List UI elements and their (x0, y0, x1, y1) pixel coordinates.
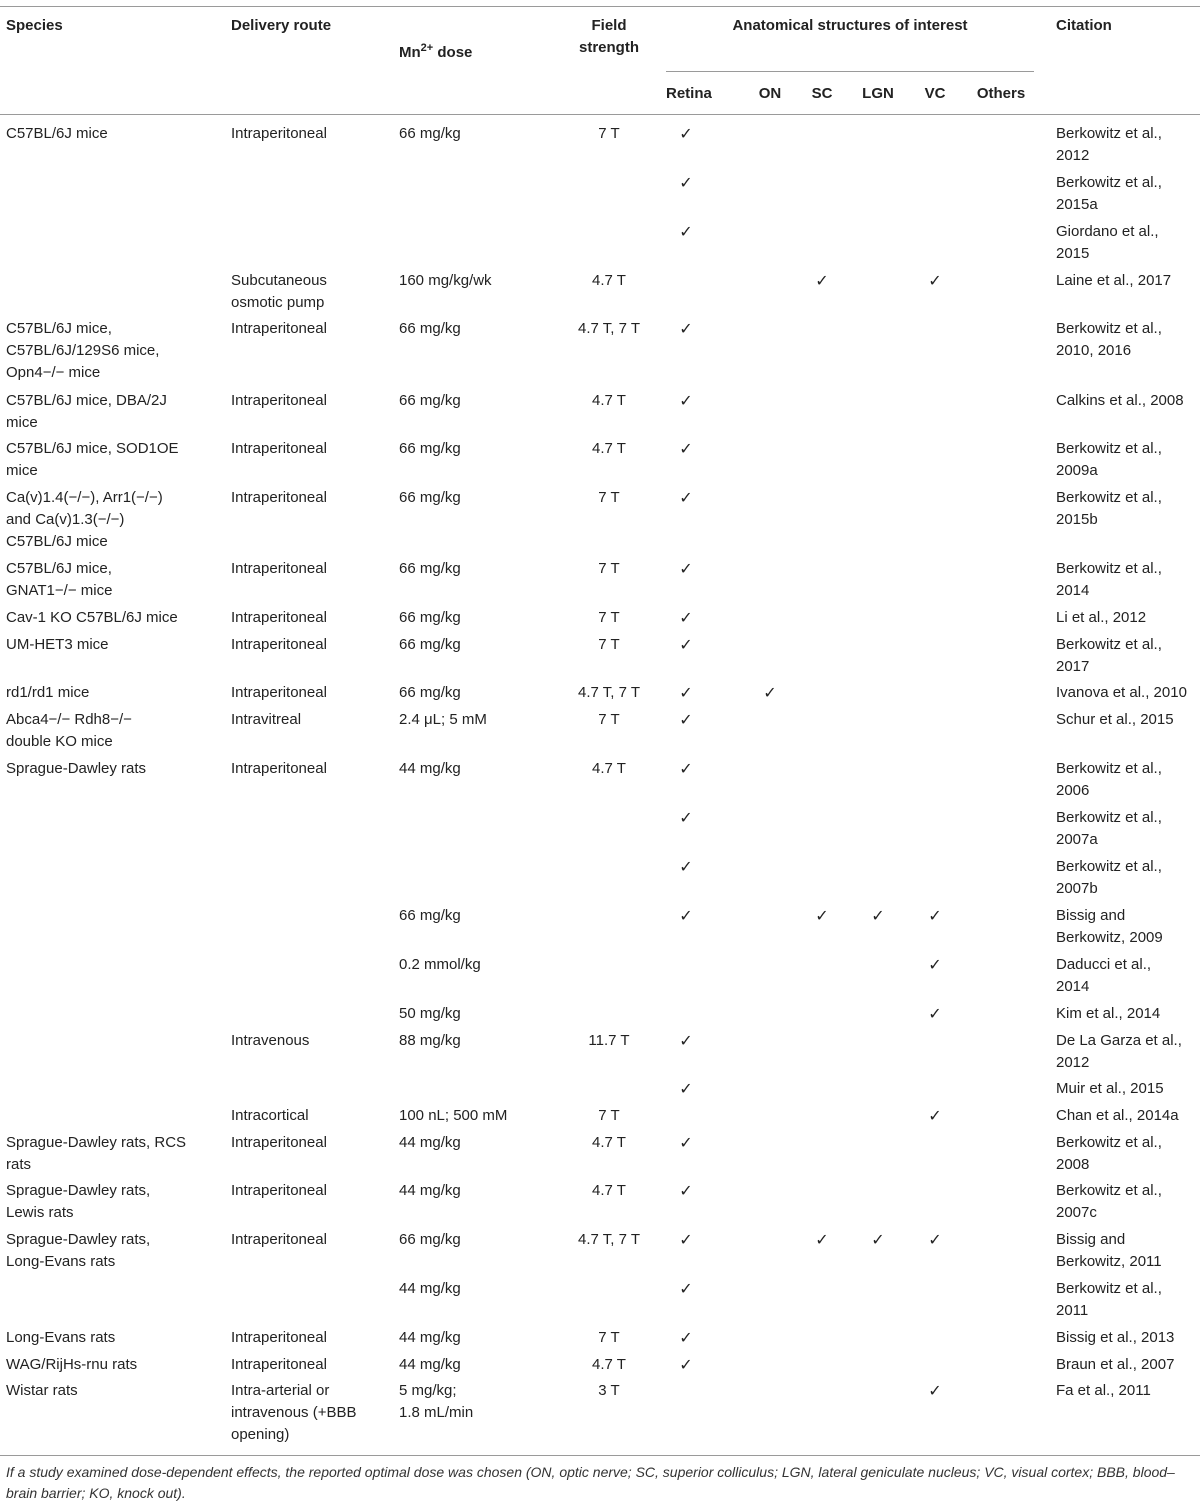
bottom-rule (0, 1455, 1200, 1456)
cell-route: Intraperitoneal (231, 320, 327, 337)
check-retina-icon: ✓ (679, 439, 693, 458)
cell-route: Intraperitoneal (231, 1356, 327, 1373)
check-retina-icon: ✓ (679, 857, 693, 876)
top-rule (0, 6, 1200, 7)
cell-species: Long-Evans rats (6, 1329, 116, 1346)
cell-dose: 44 mg/kg (399, 1182, 461, 1199)
check-retina-icon: ✓ (679, 1133, 693, 1152)
cell-species: Abca4−/− Rdh8−/− double KO mice (6, 711, 132, 750)
cell-dose: 66 mg/kg (399, 392, 461, 409)
cell-route: Intraperitoneal (231, 489, 327, 506)
cell-citation: Berkowitz et al., 2015a (1056, 174, 1162, 213)
cell-dose: 66 mg/kg (399, 320, 461, 337)
check-sc-icon: ✓ (815, 906, 829, 925)
cell-dose: 66 mg/kg (399, 609, 461, 626)
cell-citation: De La Garza et al., 2012 (1056, 1032, 1182, 1071)
check-retina-icon: ✓ (679, 559, 693, 578)
cell-citation: Berkowitz et al., 2011 (1056, 1280, 1162, 1319)
check-sc-icon: ✓ (815, 1230, 829, 1249)
cell-field: 4.7 T (592, 1182, 626, 1199)
cell-citation: Berkowitz et al., 2007c (1056, 1182, 1162, 1221)
cell-field: 4.7 T (592, 760, 626, 777)
cell-route: Intraperitoneal (231, 1329, 327, 1346)
cell-citation: Berkowitz et al., 2007b (1056, 858, 1162, 897)
check-retina-icon: ✓ (679, 759, 693, 778)
cell-dose: 50 mg/kg (399, 1005, 461, 1022)
cell-field: 11.7 T (588, 1032, 630, 1049)
check-retina-icon: ✓ (679, 124, 693, 143)
cell-species: UM-HET3 mice (6, 636, 109, 653)
cell-citation: Calkins et al., 2008 (1056, 392, 1184, 409)
check-vc-icon: ✓ (928, 1230, 942, 1249)
cell-route: Intraperitoneal (231, 125, 327, 142)
cell-dose: 5 mg/kg; 1.8 mL/min (399, 1382, 474, 1421)
check-retina-icon: ✓ (679, 1079, 693, 1098)
cell-dose: 66 mg/kg (399, 489, 461, 506)
cell-citation: Berkowitz et al., 2015b (1056, 489, 1162, 528)
cell-citation: Bissig and Berkowitz, 2011 (1056, 1231, 1162, 1270)
cell-citation: Li et al., 2012 (1056, 609, 1147, 626)
check-retina-icon: ✓ (679, 391, 693, 410)
cell-route: Intra-arterial or intravenous (+BBB opening) (231, 1382, 357, 1443)
check-retina-icon: ✓ (679, 173, 693, 192)
cell-citation: Daducci et al., 2014 (1056, 956, 1152, 995)
cell-species: Wistar rats (6, 1382, 78, 1399)
cell-field: 7 T (598, 560, 620, 577)
check-vc-icon: ✓ (928, 1106, 942, 1125)
cell-citation: Berkowitz et al., 2007a (1056, 809, 1162, 848)
cell-dose: 88 mg/kg (399, 1032, 461, 1049)
cell-citation: Giordano et al., 2015 (1056, 223, 1159, 262)
cell-citation: Ivanova et al., 2010 (1056, 684, 1187, 701)
cell-field: 7 T (598, 1329, 620, 1346)
check-retina-icon: ✓ (679, 1181, 693, 1200)
header-mn-dose (399, 15, 549, 64)
cell-dose: 66 mg/kg (399, 907, 461, 924)
check-lgn-icon: ✓ (871, 906, 885, 925)
subheader-others: Others (976, 85, 1026, 102)
subheader-on: ON (758, 85, 782, 102)
cell-species: WAG/RijHs-rnu rats (6, 1356, 138, 1373)
cell-field: 4.7 T, 7 T (578, 320, 640, 337)
check-retina-icon: ✓ (679, 608, 693, 627)
check-retina-icon: ✓ (679, 1230, 693, 1249)
cell-citation: Berkowitz et al., 2017 (1056, 636, 1162, 675)
cell-citation: Bissig and Berkowitz, 2009 (1056, 907, 1163, 946)
cell-species: C57BL/6J mice, GNAT1−/− mice (6, 560, 113, 599)
cell-field: 7 T (598, 711, 620, 728)
cell-dose: 66 mg/kg (399, 125, 461, 142)
cell-field: 7 T (598, 636, 620, 653)
cell-dose: 0.2 mmol/kg (399, 956, 481, 973)
cell-route: Intravitreal (231, 711, 302, 728)
check-retina-icon: ✓ (679, 488, 693, 507)
cell-route: Intraperitoneal (231, 392, 327, 409)
cell-citation: Bissig et al., 2013 (1056, 1329, 1175, 1346)
cell-route: Intraperitoneal (231, 636, 327, 653)
cell-citation: Fa et al., 2011 (1056, 1382, 1151, 1399)
cell-field: 4.7 T (592, 1356, 626, 1373)
cell-dose: 66 mg/kg (399, 1231, 461, 1248)
cell-route: Intraperitoneal (231, 1231, 327, 1248)
cell-field: 3 T (598, 1382, 620, 1399)
subheader-sc: SC (811, 85, 833, 102)
cell-field: 4.7 T, 7 T (578, 684, 640, 701)
cell-species: Sprague-Dawley rats (6, 760, 147, 777)
cell-species: C57BL/6J mice, DBA/2J mice (6, 392, 167, 431)
cell-field: 7 T (598, 125, 620, 142)
cell-dose: 44 mg/kg (399, 760, 461, 777)
cell-species: Sprague-Dawley rats, RCS rats (6, 1134, 187, 1173)
header-bottom-rule (0, 114, 1200, 115)
cell-citation: Braun et al., 2007 (1056, 1356, 1175, 1373)
cell-species: Ca(v)1.4(−/−), Arr1(−/−) and Ca(v)1.3(−/−) C57BL/6J mice (6, 489, 163, 550)
subheader-retina: Retina (666, 85, 712, 102)
check-vc-icon: ✓ (928, 955, 942, 974)
cell-field: 4.7 T (592, 440, 626, 457)
cell-route: Intraperitoneal (231, 440, 327, 457)
cell-citation: Kim et al., 2014 (1056, 1005, 1161, 1022)
cell-dose: 66 mg/kg (399, 684, 461, 701)
cell-field: 4.7 T (592, 392, 626, 409)
cell-citation: Berkowitz et al., 2012 (1056, 125, 1162, 164)
check-retina-icon: ✓ (679, 1328, 693, 1347)
cell-route: Intracortical (231, 1107, 309, 1124)
check-on-icon: ✓ (763, 683, 777, 702)
cell-dose: 160 mg/kg/wk (399, 272, 492, 289)
cell-citation: Berkowitz et al., 2008 (1056, 1134, 1162, 1173)
cell-route: Intravenous (231, 1032, 310, 1049)
table-footnote: If a study examined dose-dependent effects, the reported optimal dose was chosen (ON, optic nerve; SC, superior colliculus; LGN, lateral geniculate nucleus; VC, visual cortex; BBB, blood–brain barrier; KO, knock out). (6, 1464, 1175, 1501)
header-species: Species (6, 17, 63, 34)
check-retina-icon: ✓ (679, 319, 693, 338)
cell-dose: 66 mg/kg (399, 440, 461, 457)
cell-field: 4.7 T (592, 272, 626, 289)
header-field-strength: Field strength (579, 17, 639, 56)
cell-field: 7 T (598, 609, 620, 626)
cell-dose: 44 mg/kg (399, 1134, 461, 1151)
cell-dose: 100 nL; 500 mM (399, 1107, 508, 1124)
check-retina-icon: ✓ (679, 1355, 693, 1374)
check-vc-icon: ✓ (928, 271, 942, 290)
cell-species: C57BL/6J mice, C57BL/6J/129S6 mice, Opn4−/− mice (6, 320, 160, 381)
cell-citation: Laine et al., 2017 (1056, 272, 1172, 289)
subheader-vc: VC (924, 85, 946, 102)
header-anatomical-structures: Anatomical structures of interest (732, 17, 968, 34)
cell-dose: 44 mg/kg (399, 1329, 461, 1346)
cell-species: C57BL/6J mice, SOD1OE mice (6, 440, 179, 479)
header-mn-dose-superscript: 2+ (420, 42, 434, 54)
cell-route: Intraperitoneal (231, 684, 327, 701)
cell-species: C57BL/6J mice (6, 125, 108, 142)
check-retina-icon: ✓ (679, 808, 693, 827)
check-vc-icon: ✓ (928, 1381, 942, 1400)
cell-citation: Schur et al., 2015 (1056, 711, 1174, 728)
cell-dose: 66 mg/kg (399, 636, 461, 653)
cell-field: 7 T (598, 1107, 620, 1124)
cell-species: Sprague-Dawley rats, Lewis rats (6, 1182, 151, 1221)
header-delivery-route: Delivery route (231, 17, 332, 34)
cell-citation: Berkowitz et al., 2006 (1056, 760, 1162, 799)
check-lgn-icon: ✓ (871, 1230, 885, 1249)
cell-species: Cav-1 KO C57BL/6J mice (6, 609, 178, 626)
check-vc-icon: ✓ (928, 906, 942, 925)
check-retina-icon: ✓ (679, 683, 693, 702)
cell-citation: Berkowitz et al., 2014 (1056, 560, 1162, 599)
cell-dose: 2.4 μL; 5 mM (399, 711, 487, 728)
cell-species: Sprague-Dawley rats, Long-Evans rats (6, 1231, 151, 1270)
check-vc-icon: ✓ (928, 1004, 942, 1023)
check-retina-icon: ✓ (679, 635, 693, 654)
cell-route: Intraperitoneal (231, 760, 327, 777)
cell-dose: 44 mg/kg (399, 1356, 461, 1373)
cell-field: 4.7 T, 7 T (578, 1231, 640, 1248)
cell-route: Intraperitoneal (231, 560, 327, 577)
anatomical-group-rule (666, 71, 1034, 72)
cell-field: 4.7 T (592, 1134, 626, 1151)
cell-field: 7 T (598, 489, 620, 506)
check-retina-icon: ✓ (679, 710, 693, 729)
cell-dose: 44 mg/kg (399, 1280, 461, 1297)
check-sc-icon: ✓ (815, 271, 829, 290)
cell-citation: Berkowitz et al., 2009a (1056, 440, 1162, 479)
cell-route: Intraperitoneal (231, 609, 327, 626)
cell-route: Intraperitoneal (231, 1134, 327, 1151)
check-retina-icon: ✓ (679, 1279, 693, 1298)
check-retina-icon: ✓ (679, 222, 693, 241)
cell-citation: Chan et al., 2014a (1056, 1107, 1179, 1124)
cell-route: Intraperitoneal (231, 1182, 327, 1199)
check-retina-icon: ✓ (679, 906, 693, 925)
cell-species: rd1/rd1 mice (6, 684, 90, 701)
header-mn-dose-prefix: Mn (399, 44, 421, 61)
header-citation: Citation (1056, 17, 1112, 34)
subheader-lgn: LGN (862, 85, 894, 102)
cell-citation: Berkowitz et al., 2010, 2016 (1056, 320, 1162, 359)
header-mn-dose-suffix: dose (433, 44, 473, 61)
check-retina-icon: ✓ (679, 1031, 693, 1050)
cell-route: Subcutaneous osmotic pump (231, 272, 327, 311)
cell-dose: 66 mg/kg (399, 560, 461, 577)
cell-citation: Muir et al., 2015 (1056, 1080, 1164, 1097)
